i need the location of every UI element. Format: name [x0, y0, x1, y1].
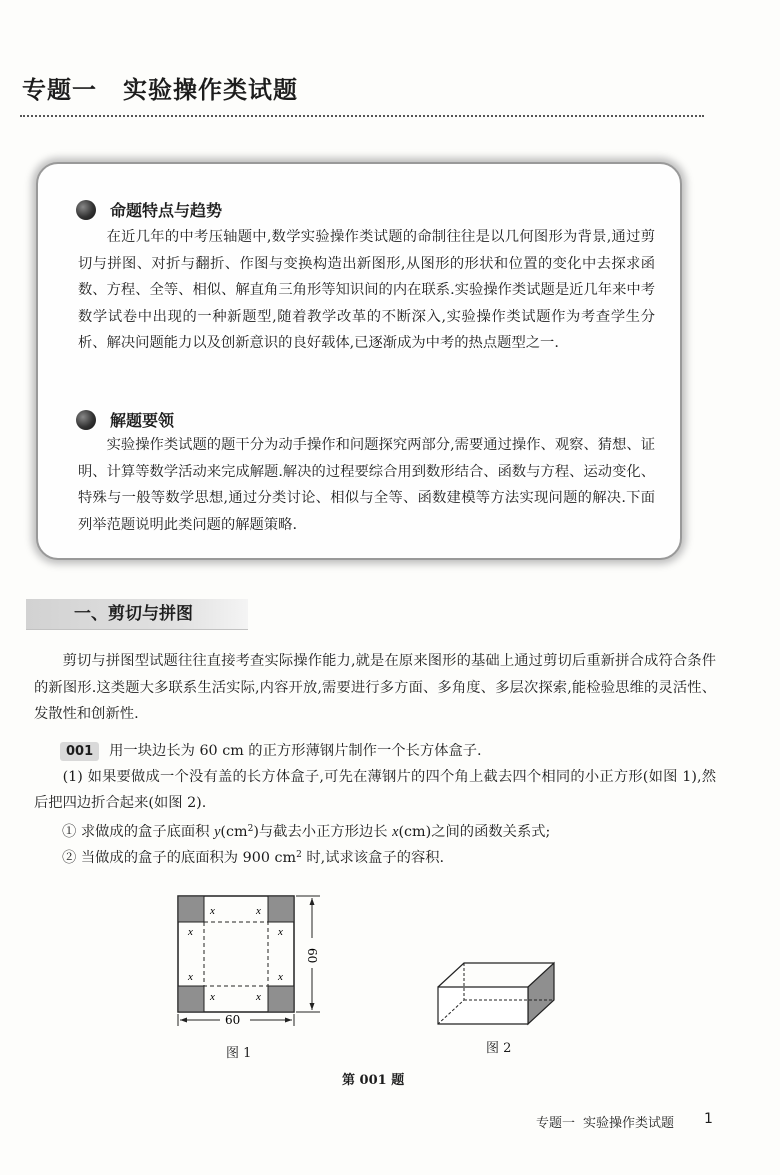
box-front-face [438, 987, 528, 1024]
problem-stem-text: 用一块边长为 60 cm 的正方形薄钢片制作一个长方体盒子. [109, 743, 482, 759]
section-banner: 一、剪切与拼图 [26, 599, 248, 630]
figure-1-diagram [170, 888, 330, 1033]
chapter-label: 专题一 [22, 76, 97, 104]
trend-paragraph: 在近几年的中考压轴题中,数学实验操作类试题的命制往往是以几何图形为背景,通过剪切与拼图、对折与翻折、作图与变换构造出新图形,从图形的形状和位置的变化中去探求函数、方程、全等、相似、解直角三角形等知识间的内在联系.实验操作类试题是近几年来中考数学试卷中出现的一种新题型,随着教学改革的不断深入,实验操作类试题作为考查学生分析、解决问题能力以及创新意识的良好载体,已逐渐成为中考的热点题型之一. [78, 229, 655, 352]
x-label: x [188, 926, 193, 938]
figure-2-caption: 图 2 [486, 1041, 512, 1056]
problem-caption: 第 001 题 [342, 1073, 405, 1088]
corner-square-bottom-left [178, 986, 204, 1012]
arrow-head [310, 898, 315, 905]
x-label: x [256, 991, 261, 1003]
method-heading [76, 408, 174, 431]
footer-chapter-label: 专题一 [536, 1116, 576, 1131]
sub-question-2: ② 当做成的盒子的底面积为 900 $cm^2$ 时,试求该盒子的容积. [62, 850, 445, 866]
corner-square-top-left [178, 896, 204, 922]
bullet-icon [76, 200, 96, 220]
chapter-name: 实验操作类试题 [123, 76, 298, 104]
problem-part1: (1) 如果要做成一个没有盖的长方体盒子,可先在薄钢片的四个角上截去四个相同的小正方形(如图 1),然后把四边折合起来(如图 2). [34, 769, 716, 811]
info-box [36, 162, 682, 560]
title-dotted-rule [20, 115, 704, 117]
footer-chapter-title: 实验操作类试题 [583, 1116, 675, 1131]
arrow-head [310, 1003, 315, 1010]
fold-lines [204, 922, 268, 986]
bullet-icon [76, 410, 96, 430]
x-label: x [278, 926, 283, 938]
page-number: 1 [704, 1111, 713, 1127]
dim-label-bottom: 60 [225, 1013, 241, 1027]
arrow-head [285, 1018, 292, 1023]
box-side-face [528, 963, 554, 1024]
method-paragraph: 实验操作类试题的题干分为动手操作和问题探究两部分,需要通过操作、观察、猜想、证明、计算等数学活动来完成解题.解决的过程要综合用到数形结合、函数与方程、运动变化、特殊与一般等数学思想,通过分类讨论、相似与全等、函数建模等方法实现问题的解决.下面列举范题说明此类问题的解题策略. [78, 437, 655, 533]
problem-stem [60, 738, 742, 764]
x-label: x [210, 905, 215, 917]
dim-label-right: 60 [305, 948, 319, 964]
chapter-title [22, 70, 298, 105]
problem-number-badge: 001 [60, 742, 99, 761]
x-label: x [210, 991, 215, 1003]
corner-square-bottom-right [268, 986, 294, 1012]
running-footer [536, 1112, 674, 1131]
figure-2-diagram [430, 955, 560, 1030]
intro-paragraph: 剪切与拼图型试题往往直接考查实际操作能力,就是在原来图形的基础上通过剪切后重新拼合成符合条件的新图形.这类题大多联系生活实际,内容开放,需要进行多方面、多角度、多层次探索,能检验思维的灵活性、发散性和创新性. [34, 653, 716, 722]
x-label: x [278, 971, 283, 983]
method-heading-text: 解题要领 [110, 411, 175, 430]
trend-heading-text: 命题特点与趋势 [110, 201, 223, 220]
x-label: x [256, 905, 261, 917]
arrow-head [180, 1018, 187, 1023]
trend-heading [76, 198, 222, 221]
figure-1-caption: 图 1 [226, 1046, 252, 1061]
corner-square-top-right [268, 896, 294, 922]
sub-question-1: ① 求做成的盒子底面积 $y(cm^2)$与截去小正方形边长 x(cm)之间的函数关系式; [62, 824, 551, 840]
x-label: x [188, 971, 193, 983]
